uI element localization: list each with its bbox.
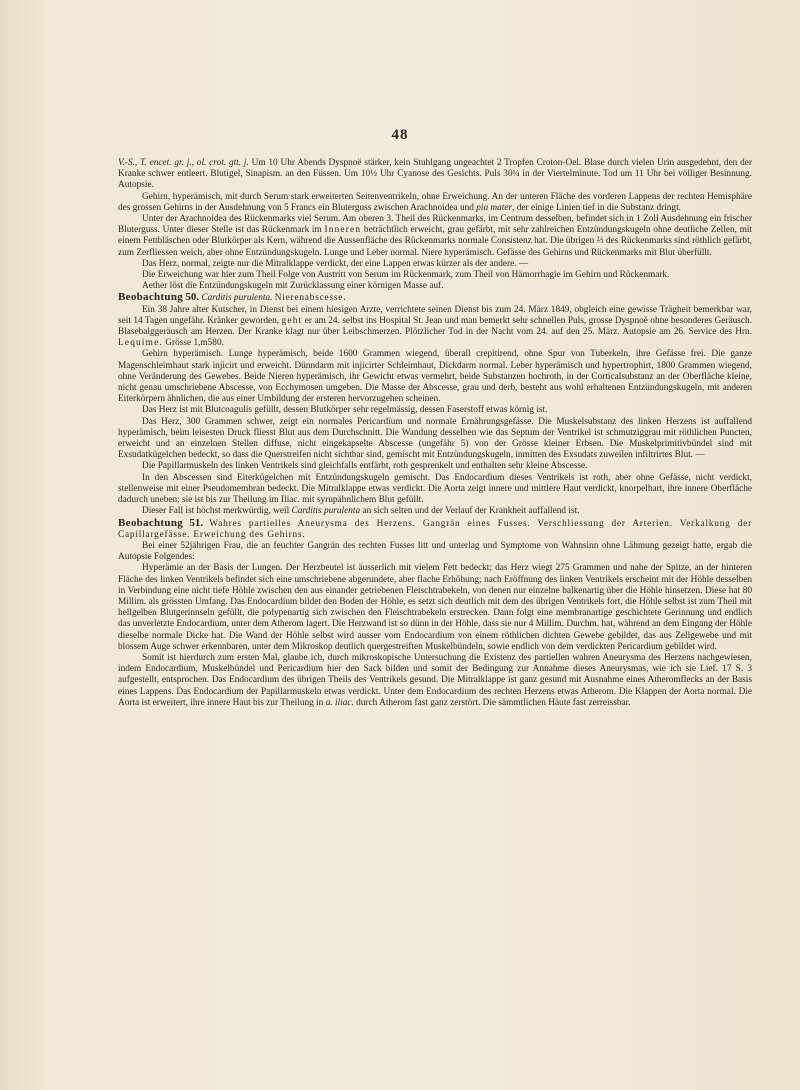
paragraph-text: Unter der Arachnoidea des Rückenmarks viel Serum. Am oberen 3. Theil des Rückenmarks, im Centrum desselben, befindet sich in 1 Zoll Ausdehnung ein frischer Bluterguss. Unter dieser Stelle ist das Rückenmark im [118,214,752,236]
observation-title: Wahres partielles Aneurysma des Herzens. Gangrän eines Fusses. Verschliessung der Arterien. Verkalkung der Capillargefässe. Erweichung des Gehirns. [118,518,752,540]
prescription-text: V.-S., T. encet. gr. j., ol. crot. gtt. j. [118,158,249,168]
paragraph: Die Papillarmuskeln des linken Ventrikels sind gleichfalls entfärbt, roth gesprenkelt und enthalten sehr kleine Abscesse. [142,461,588,472]
paragraph-text: durch Atherom fast ganz zerstört. Die sämmtlichen Häute fast zerreissbar. [353,697,631,708]
spaced-word: Inneren [324,225,362,236]
paragraph-text: an sich selten und der Verlauf der Krankheit auffallend ist. [360,506,580,517]
paragraph [118,653,752,709]
paragraph-text: Ein 38 Jahre alter Kutscher, in Dienst bei einem hiesigen Arzte, verrichtete seinen Dienst bis zum 24. März 1849, obgleich eine gewisse Trägheit bemerkbar war, seit 14 Tagen ungefähr. Kränker geworden, [118,304,752,326]
observation-heading [118,292,752,304]
latin-term: Carditis purulenta [291,506,361,517]
paragraph: Hyperämie an der Basis der Lungen. Der Herzbeutel ist äusserlich mit vielem Fett bedeckt; das Herz wiegt 275 Grammen und nahe der Spitze, an der hinteren Fläche des linken Ventrikels befindet sich eine umschriebene abgerundete, aber flache Erhöhung; nach Eröffnung des linken Ventrikels erscheint mit der Höhle desselben in Verbindung eine nicht tiefe Höhle zwischen den aus einander getriebenen Fleischtrabekeln, von denen nur einzelne balkenartig über die Höhle hinsetzen. Diese hat 80 Millim. als grössten Umfang. Das Endocardium bildet den Boden der Höhle, es setzt sich deutlich mit dem des übrigen Ventrikels fort, die Höhle selbst ist zum Theil mit hellgelben Blutgerinnseln gefüllt, die polypenartig sich zwischen den Fleischtrabekeln erstrecken. Dann folgt eine membranartige geschichtete Gerinnung und endlich das unverletzte Endocardium, unter dem Atherom lagert. Die Herzwand ist so dünn in der Höhle, dass sie nur 4 Millim. Durchm. hat, während an dem Eingang der Höhle dieselbe normale Dicke hat. Die Wand der Höhle selbst wird ausser vom Endocardium von einem röthlichen dichten Gewebe gebildet, das aus Zellgewebe und mit blossem Auge schwer erkennbaren, unter dem Mikroskop deutlich quergestreiften Muskelbündeln, sowie endlich von dem verdickten Pericardium gebildet wird. [118,563,752,652]
paragraph: Das Herz, 300 Grammen schwer, zeigt ein normales Pericardium und normale Ernährungsgefässe. Die Muskelsubstanz des linken Herzens ist auffallend hyperämisch, beim leisesten Druck fliesst Blut aus dem Durchschnitt. Die Wandung desselben wie das Septum der Ventrikel ist schmutziggrau mit röthlichen Puncten, erweicht und an einzelnen Stellen diffuse, nicht eingekapselte Abscesse (ungefähr 5) von der Grösse kleiner Erbsen. Die Muskelprimitivbündel sind mit Exsudatkügelchen bedeckt, so dass die Querstreifen nicht sichtbar sind, gemischt mit Entzündungskugeln, inmitten des Exsudats zuweilen infiltrirtes Blut. — [118,416,752,461]
paragraph [118,158,752,192]
paragraph-text: Um 10 Uhr Abends Dyspnoë stärker, kein Stuhlgang ungeachtet 2 Tropfen Croton-Oel. Blase durch vielen Urin ausgedehnt, den der Kranke schwer entleert. Blutigel, Sinapism. an den Füssen. Um 10½ Uhr Cyanose des Gesichts. Puls 30¼ in der Viertelminute. Tod um 11 Uhr bei völliger Besinnung. Autopsie. [118,158,752,191]
latin-term: a. iliac. [325,697,354,708]
paragraph [118,305,752,350]
page-content [118,158,752,709]
paragraph-text: , der einige Linien tief in die Substanz dringt. [512,202,681,213]
paragraph-text: Gehirn, hyperämisch, mit durch Serum stark erweiterten Seitenventrikeln, ohne Erweichung. An der unteren Fläche des vorderen Lappens der rechten Hemisphäre des grossen Gehirns in der Ausdehnung von 5 Francs ein Bluterguss zwischen Arachnoidea und [118,191,752,213]
paragraph: Bei einer 52jährigen Frau, die an feuchter Gangrän des rechten Fusses litt und unterlag und Symptome von Wahnsinn ohne Lähmung gezeigt hatte, ergab die Autopsie Folgendes: [118,540,752,563]
observation-number: 51. [189,516,204,529]
page-number: 48 [391,127,409,143]
observation-label: Beobachtung [118,516,184,529]
spaced-word: geht [281,315,303,326]
paragraph-text: Grösse 1,m580. [162,338,224,349]
paragraph: Gehirn hyperämisch. Lunge hyperämisch, beide 1600 Grammen wiegend, überall crepitirend, ohne Spur von Tuberkeln, ihre Gefässe frei. Die ganze Magenschleimhaut stark injicirt und erweicht. Dünndarm mit injicirter Schleimhaut, Dickdarm normal. Leber hyperämisch und hypertrophirt, 1800 Grammen wiegend, ohne Veränderung des Gewebes. Beide Nieren hyperämisch, ihr Gewicht etwas vermehrt, beide Substanzen hochroth, in der Corticalsubstanz an der Oberfläche kleine, nicht genau umschriebene Abscesse, von Ecchymosen umgeben. Die Masse der Abscesse, grau und derb, besteht aus wohl erhaltenen Entzündungskugeln, mit anderen Eiterkörpern ähnlichen, die aus einer Umbildung der ersteren hervorzugehen scheinen. [118,349,752,405]
observation-label: Beobachtung [118,291,184,304]
latin-term: pia mater [476,202,513,213]
observation-subtitle: Nierenabscesse. [274,293,347,304]
paragraph-text: Dieser Fall ist höchst merkwürdig, weil [142,506,292,517]
paragraph-text: er am 24. selbst ins Hospital St. Jean und man bemerkt sehr schnellen Puls, grosse Dyspnoë ohne besonderes Geräusch. Blasebalggeräusch am Herzen. Der Kranke klagt nur über Leibschmerzen. Plötzlicher Tod in der Nacht vom 24. auf den 25. März. Autopsie am 26. Service des Hrn. [118,315,752,338]
observation-title: Carditis purulenta. [201,293,273,304]
paragraph: In den Abscessen sind Eiterkügelchen mit Entzündungskugeln gemischt. Das Endocardium dieses Ventrikels ist roth, aber ohne Gefässe, nicht verdickt, stellenweise mit einer Pseudomembran bedeckt. Die Mitralklappe etwas verdickt. Die Aorta zeigt innere und mittlere Haut verdickt, knorpelhart, ihre innere Oberfläche dadurch uneben; sie ist bis zur Theilung im Iliac. mit syrupähnlichem Blut gefüllt. [118,472,752,506]
paragraph [118,506,752,517]
paragraph-text: Somit ist hierdurch zum ersten Mal, glaube ich, durch mikroskopische Untersuchung die Existenz des partiellen wahren Aneurysma des Herzens nachgewiesen, indem Endocardium, Muskelbündel und Pericardium hier den Sack bilden und somit der Bedingung zur Annahme dieses Aneurysmas, wie ich sie Lief. 17 S. 3 aufgestellt, entsprochen. Das Endocardium des übrigen Theils des Ventrikels gesund. Die Mitralklappe ist ganz gesund mit Ausnahme eines Atheromflecks an der Basis eines Lappens. Das Endocardium der Papillarmuskeln etwas verdickt. Unter dem Endocardium des rechten Herzens etwas Atherom. Die Klappen der Aorta normal. Die Aorta ist erweitert, ihre innere Haut bis zur Theilung in [118,652,752,708]
observation-number: 50. [185,291,200,304]
paragraph: Aether löst die Entzündungskugeln mit Zurücklassung einer körnigen Masse auf. [142,281,444,292]
paragraph-text: beträchtlich erweicht, grau gefärbt, mit sehr zahlreichen Entzündungskugeln ohne deutliche Zellen, mit einem Fettbläschen oder Blutkörper als Kern, während die Aussenfläche des Rückenmarks normale Consistenz hat. Die übrigen ⅔ des Rückenmarks sind röthlich gefärbt, zum Zerfliessen weich, aber ohne Entzündungskugeln. Lunge und Leber normal. Niere hyperämisch. Gefässe des Gehirns und Rückenmarks mit Blut überfüllt. [118,225,752,258]
paragraph: Das Herz, normal, zeigte nur die Mitralklappe verdickt, der eine Lappen etwas kürzer als der andere. — [142,258,529,269]
paragraph: Das Herz ist mit Blutcoagulis gefüllt, dessen Blutkörper sehr regelmässig, dessen Faserstoff etwas körnig ist. [142,405,548,416]
observation-heading [118,518,752,541]
paragraph [118,214,752,259]
paragraph: Die Erweichung war hier zum Theil Folge von Austritt von Serum im Rückenmark, zum Theil von Hämorrhagie im Gehirn und Rückenmark. [142,270,670,281]
person-name: Lequime. [118,338,163,349]
paragraph [118,192,752,214]
